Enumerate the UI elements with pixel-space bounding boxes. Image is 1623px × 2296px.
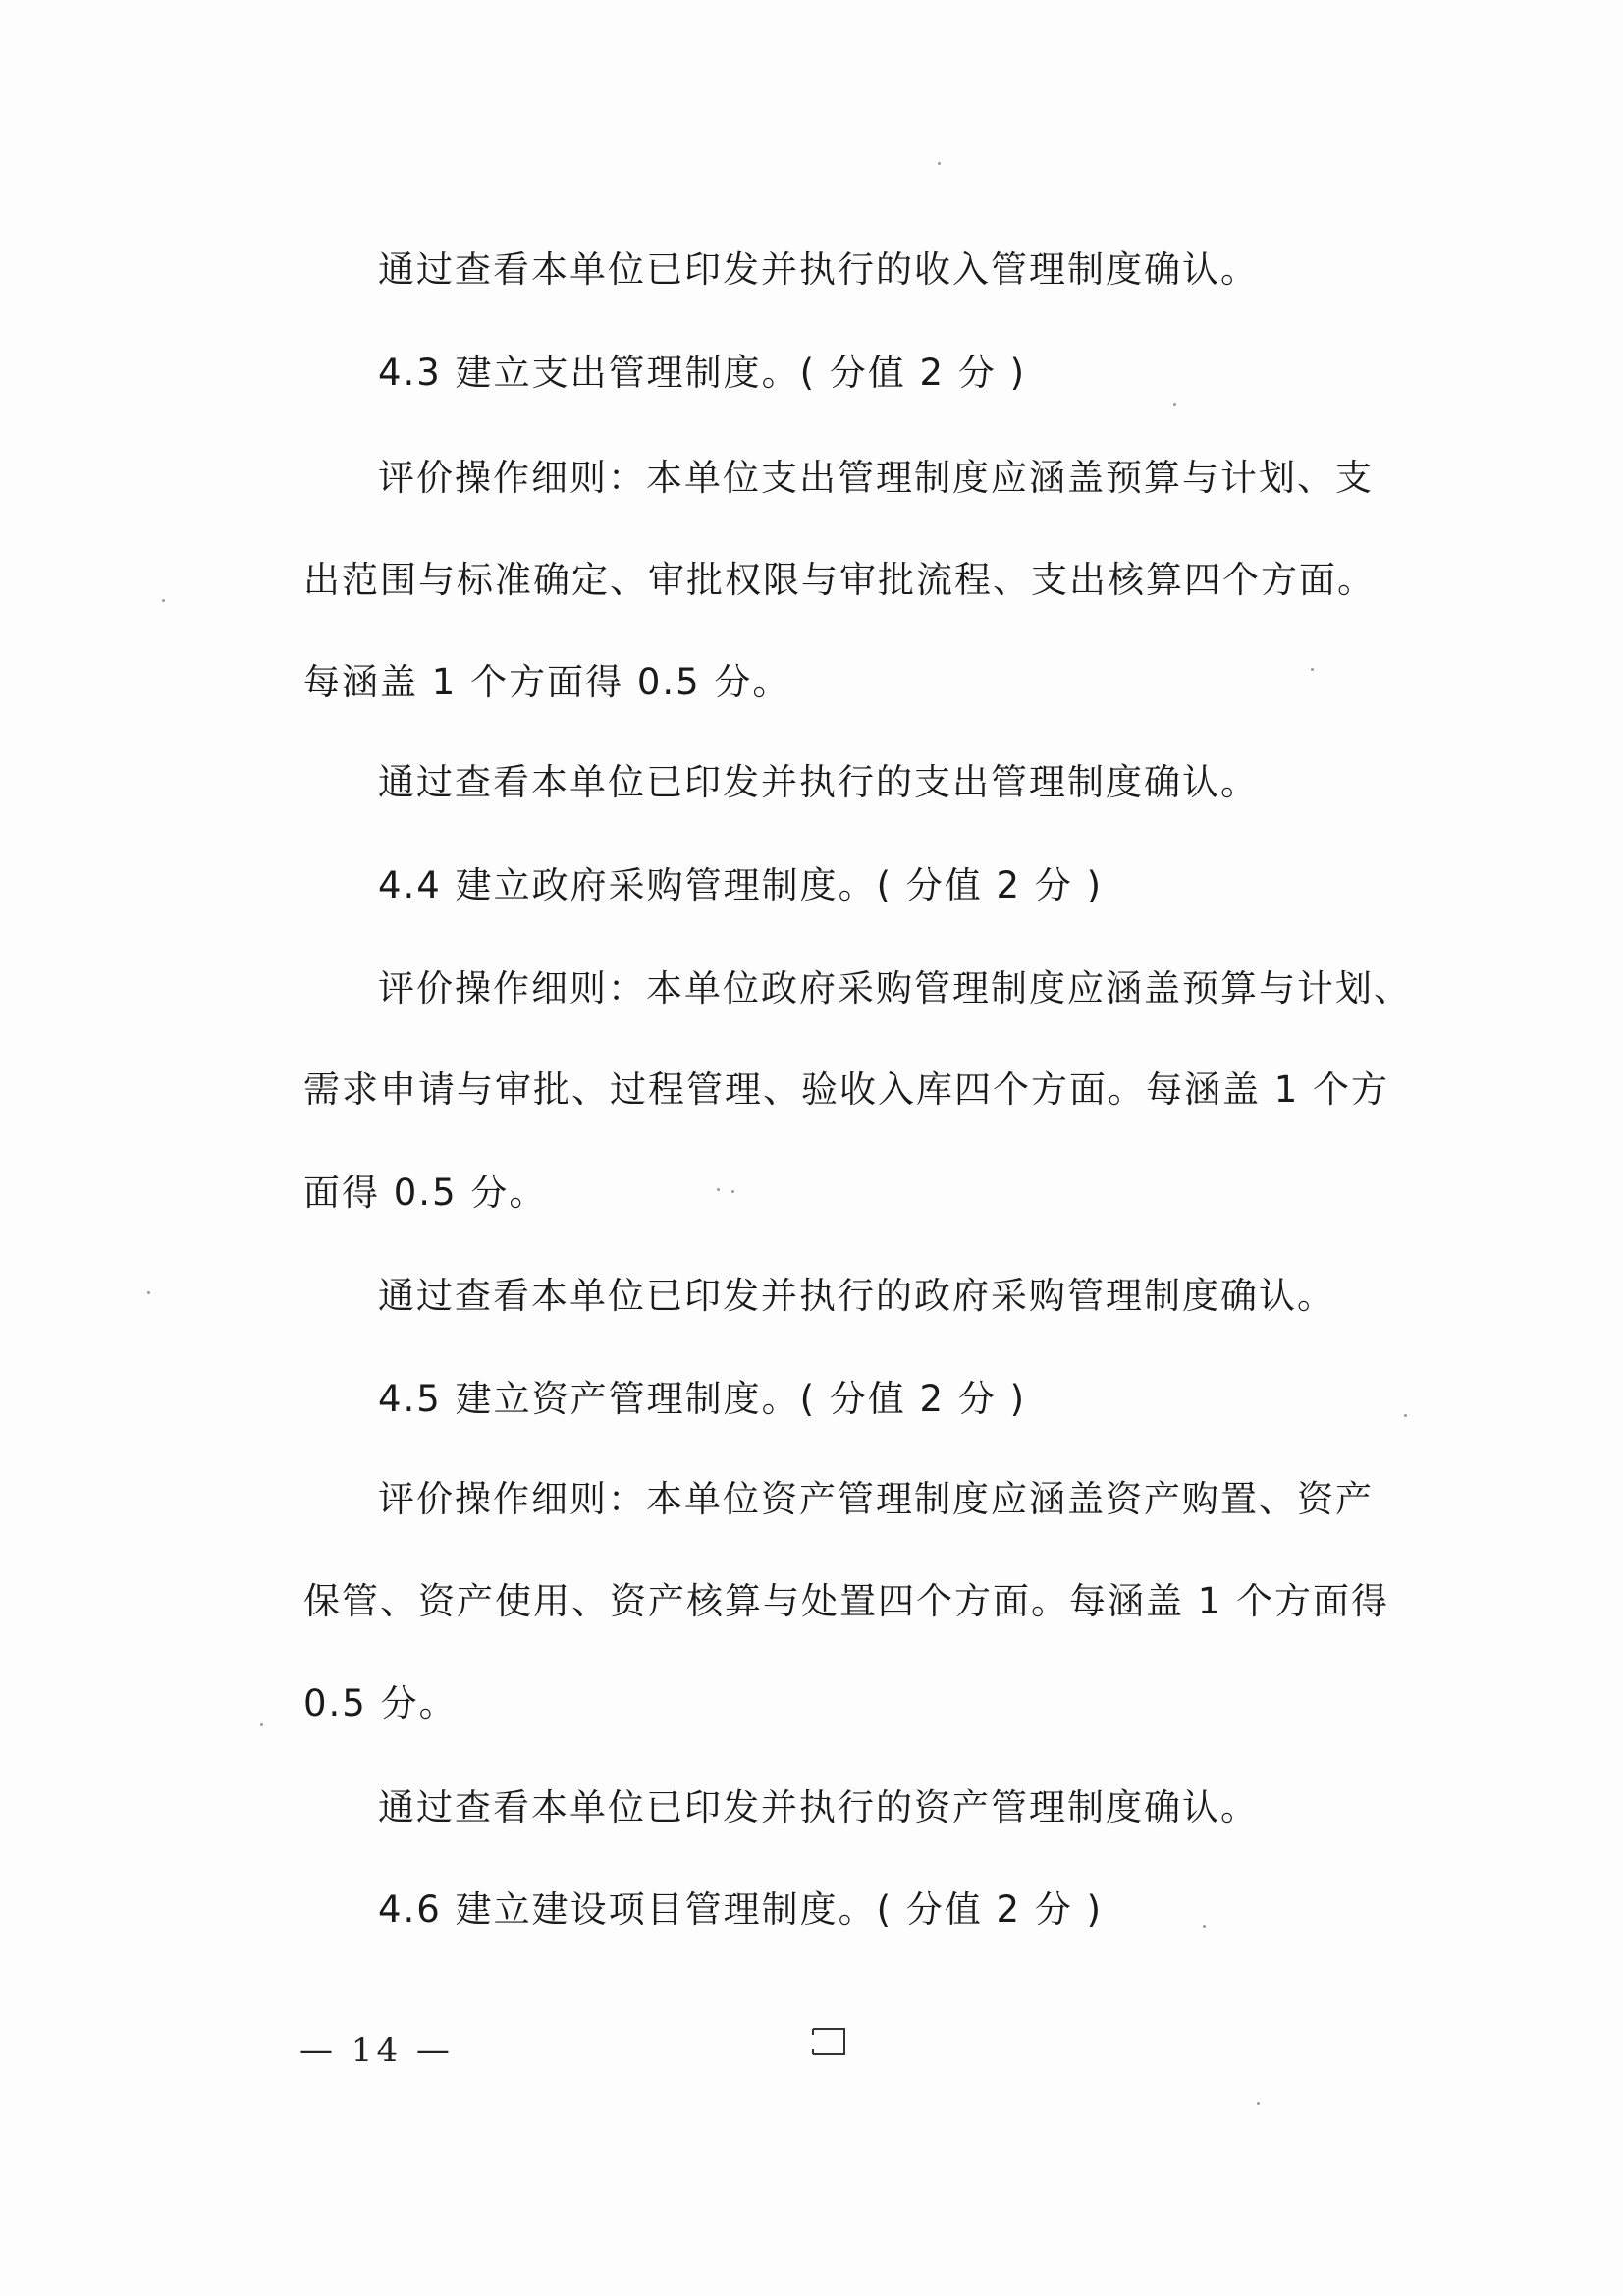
paragraph-line: 评价操作细则：本单位政府采购管理制度应涵盖预算与计划、	[378, 967, 1412, 1010]
scan-speck	[938, 162, 941, 165]
paragraph-line: 通过查看本单位已印发并执行的政府采购管理制度确认。	[378, 1275, 1335, 1317]
paragraph-line: 通过查看本单位已印发并执行的支出管理制度确认。	[378, 761, 1259, 803]
scan-speck	[1404, 1414, 1407, 1417]
paragraph-line: 通过查看本单位已印发并执行的收入管理制度确认。	[378, 248, 1259, 291]
section-heading-4-4: 4.4 建立政府采购管理制度。( 分值 2 分 )	[378, 864, 1104, 906]
paragraph-line: 评价操作细则：本单位支出管理制度应涵盖预算与计划、支	[378, 457, 1374, 499]
scan-speck	[731, 1190, 734, 1193]
scan-speck	[717, 1188, 720, 1191]
scan-speck	[1203, 1925, 1206, 1928]
scan-speck	[1173, 403, 1176, 406]
section-heading-4-3: 4.3 建立支出管理制度。( 分值 2 分 )	[378, 352, 1027, 394]
section-heading-4-5: 4.5 建立资产管理制度。( 分值 2 分 )	[378, 1378, 1027, 1420]
scan-speck	[147, 1291, 150, 1294]
scan-speck	[260, 1723, 263, 1726]
scan-speck	[1311, 668, 1314, 671]
paragraph-line: 通过查看本单位已印发并执行的资产管理制度确认。	[378, 1786, 1259, 1829]
paragraph-line: 0.5 分。	[303, 1682, 458, 1724]
paragraph-line: 保管、资产使用、资产核算与处置四个方面。每涵盖 1 个方面得	[303, 1580, 1390, 1622]
scan-speck	[162, 599, 165, 602]
paragraph-line: 每涵盖 1 个方面得 0.5 分。	[303, 661, 791, 703]
page-number: — 14 —	[299, 2031, 454, 2070]
paragraph-line: 面得 0.5 分。	[303, 1172, 548, 1214]
scan-speck	[1257, 2102, 1260, 2105]
paragraph-line: 出范围与标准确定、审批权限与审批流程、支出核算四个方面。	[303, 559, 1376, 601]
section-heading-4-6: 4.6 建立建设项目管理制度。( 分值 2 分 )	[378, 1888, 1104, 1931]
binding-mark-icon	[809, 2025, 848, 2058]
paragraph-line: 需求申请与审批、过程管理、验收入库四个方面。每涵盖 1 个方	[303, 1068, 1390, 1111]
paragraph-line: 评价操作细则：本单位资产管理制度应涵盖资产购置、资产	[378, 1478, 1374, 1520]
